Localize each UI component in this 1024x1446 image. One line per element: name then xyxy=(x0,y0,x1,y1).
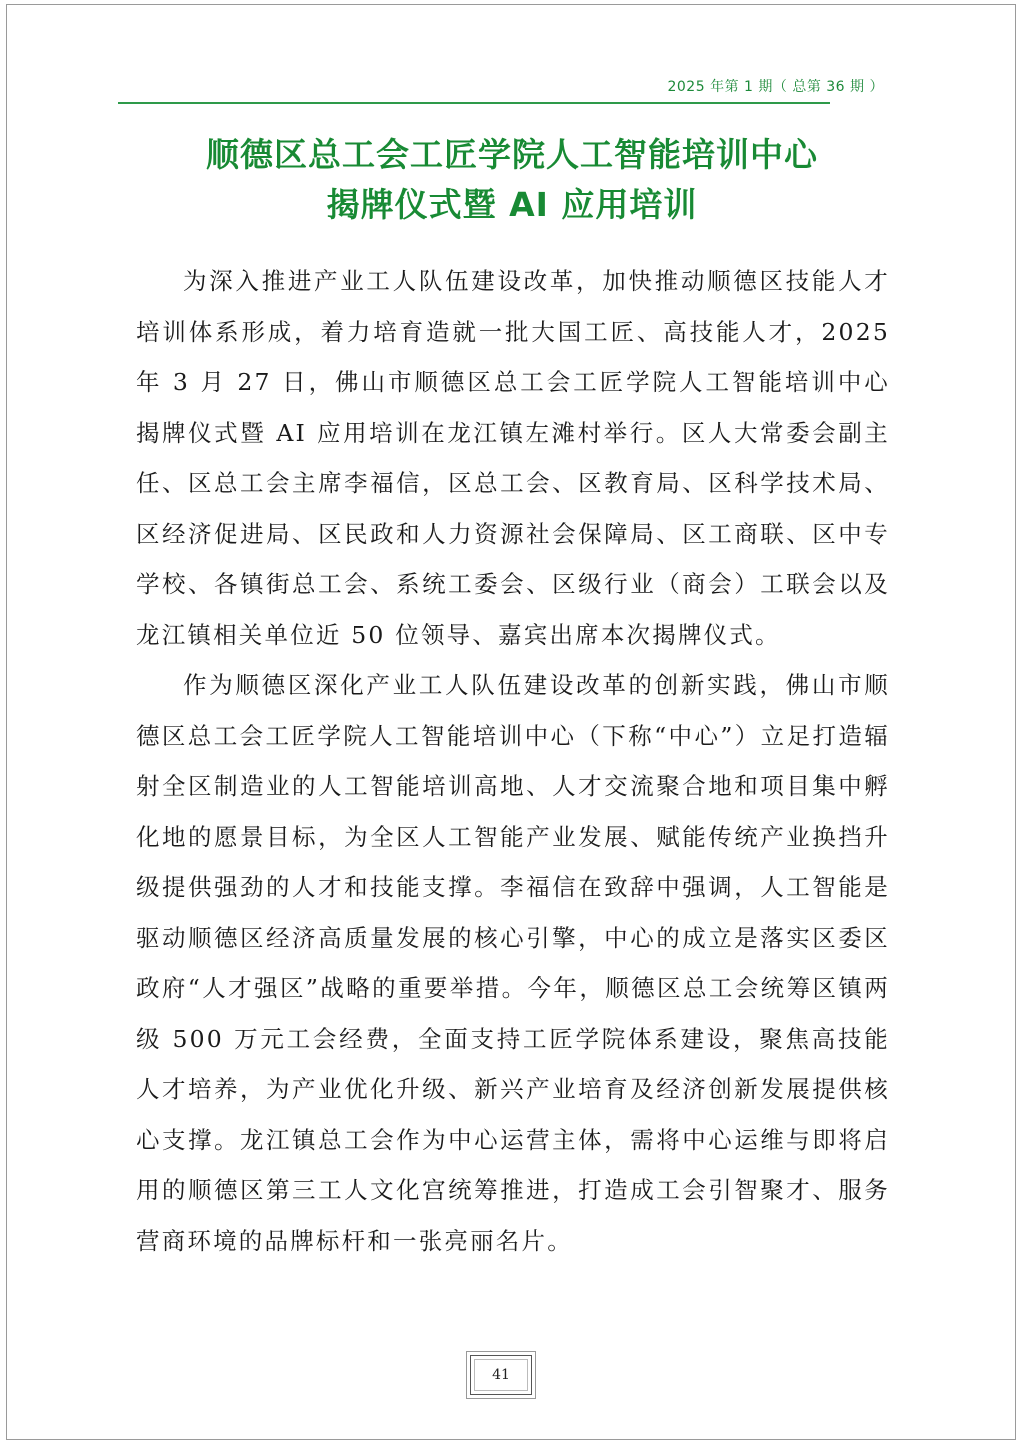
title-line-1: 顺德区总工会工匠学院人工智能培训中心 xyxy=(206,135,818,174)
issue-label: 2025 年第 1 期（ 总第 36 期 ） xyxy=(667,79,884,95)
article-body xyxy=(136,256,890,1266)
page-number: 41 xyxy=(492,1367,510,1383)
paragraph-2: 作为顺德区深化产业工人队伍建设改革的创新实践，佛山市顺德区总工会工匠学院人工智能培训中心（下称“中心”）立足打造辐射全区制造业的人工智能培训高地、人才交流聚合地和项目集中孵化地的愿景目标，为全区人工智能产业发展、赋能传统产业换挡升级提供强劲的人才和技能支撑。李福信在致辞中强调，人工智能是驱动顺德区经济高质量发展的核心引擎，中心的成立是落实区委区政府“人才强区”战略的重要举措。今年，顺德区总工会统筹区镇两级 500 万元工会经费，全面支持工匠学院体系建设，聚焦高技能人才培养，为产业优化升级、新兴产业培育及经济创新发展提供核心支撑。龙江镇总工会作为中心运营主体，需将中心运维与即将启用的顺德区第三工人文化宫统筹推进，打造成工会引智聚才、服务营商环境的品牌标杆和一张亮丽名片。 xyxy=(136,671,890,1255)
article-title xyxy=(0,130,1024,230)
page-number-frame xyxy=(470,1355,532,1395)
title-line-2: 揭牌仪式暨 AI 应用培训 xyxy=(326,185,698,224)
header-divider xyxy=(118,102,830,104)
paragraph-1: 为深入推进产业工人队伍建设改革，加快推动顺德区技能人才培训体系形成，着力培育造就一批大国工匠、高技能人才，2025 年 3 月 27 日，佛山市顺德区总工会工匠学院人工智能培训中心揭牌仪式暨 AI 应用培训在龙江镇左滩村举行。区人大常委会副主任、区总工会主席李福信，区总工会、区教育局、区科学技术局、区经济促进局、区民政和人力资源社会保障局、区工商联、区中专学校、各镇街总工会、系统工委会、区级行业（商会）工联会以及龙江镇相关单位近 50 位领导、嘉宾出席本次揭牌仪式。 xyxy=(136,267,890,649)
